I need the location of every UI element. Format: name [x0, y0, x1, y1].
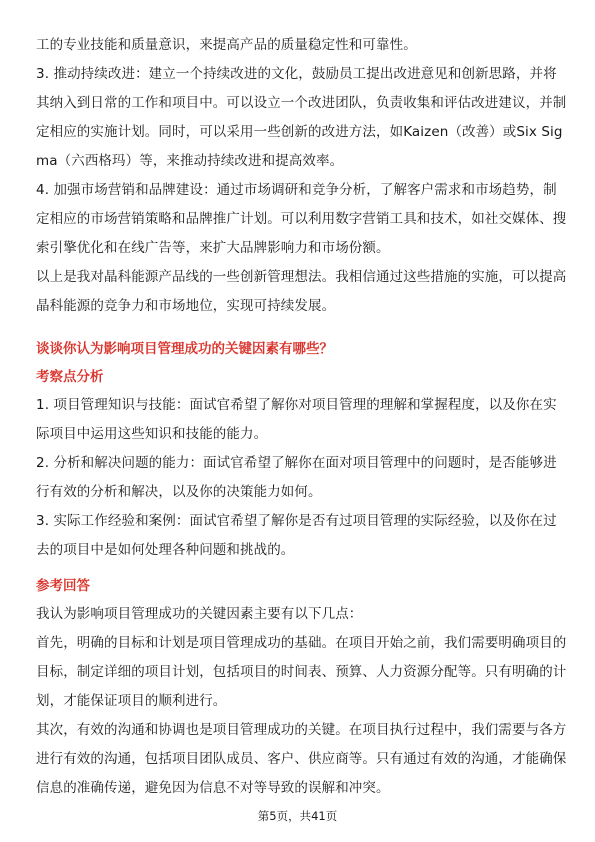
intro-paragraph: 4. 加强市场营销和品牌建设：通过市场调研和竞争分析，了解客户需求和市场趋势，制定相应的市场营销策略和品牌推广计划。可以利用数字营销工具和技术，如社交媒体、搜索引擎优化和在线广告等，来扩大品牌影响力和市场份额。 [36, 182, 567, 256]
answer-heading: 参考回答 [36, 578, 90, 594]
answer-paragraph: 首先，明确的目标和计划是项目管理成功的基础。在项目开始之前，我们需要明确项目的目标，制定详细的项目计划，包括项目的时间表、预算、人力资源分配等。只有明确的计划，才能保证项目的顺利进行。 [36, 635, 567, 709]
question-heading: 谈谈你认为影响项目管理成功的关键因素有哪些？ [36, 341, 333, 357]
analysis-item: 2. 分析和解决问题的能力：面试官希望了解你在面对项目管理中的问题时，是否能够进行有效的分析和解决，以及你的决策能力如何。 [36, 455, 557, 500]
page-content [36, 31, 569, 803]
intro-paragraph: 以上是我对晶科能源产品线的一些创新管理想法。我相信通过这些措施的实施，可以提高晶科能源的竞争力和市场地位，实现可持续发展。 [36, 269, 567, 314]
intro-paragraph: 3. 推动持续改进：建立一个持续改进的文化，鼓励员工提出改进意见和创新思路，并将其纳入到日常的工作和项目中。可以设立一个改进团队，负责收集和评估改进建议，并制定相应的实施计划。同时，可以采用一些创新的改进方法，如Kaizen（改善）或Six Sigma（六西格玛）等，来推动持续改进和提高效率。 [36, 66, 567, 169]
intro-paragraph: 工的专业技能和质量意识，来提高产品的质量稳定性和可靠性。 [36, 37, 417, 53]
page-number: 第5页，共41页 [257, 809, 338, 823]
analysis-heading: 考察点分析 [36, 369, 104, 385]
answer-paragraph: 我认为影响项目管理成功的关键因素主要有以下几点： [36, 606, 363, 622]
analysis-item: 3. 实际工作经验和案例：面试官希望了解你是否有过项目管理的实际经验，以及你在过去的项目中是如何处理各种问题和挑战的。 [36, 513, 557, 558]
analysis-item: 1. 项目管理知识与技能：面试官希望了解你对项目管理的理解和掌握程度，以及你在实际项目中运用这些知识和技能的能力。 [36, 397, 557, 442]
answer-paragraph: 其次，有效的沟通和协调也是项目管理成功的关键。在项目执行过程中，我们需要与各方进行有效的沟通，包括项目团队成员、客户、供应商等。只有通过有效的沟通，才能确保信息的准确传递，避免因为信息不对等导致的误解和冲突。 [36, 722, 567, 796]
